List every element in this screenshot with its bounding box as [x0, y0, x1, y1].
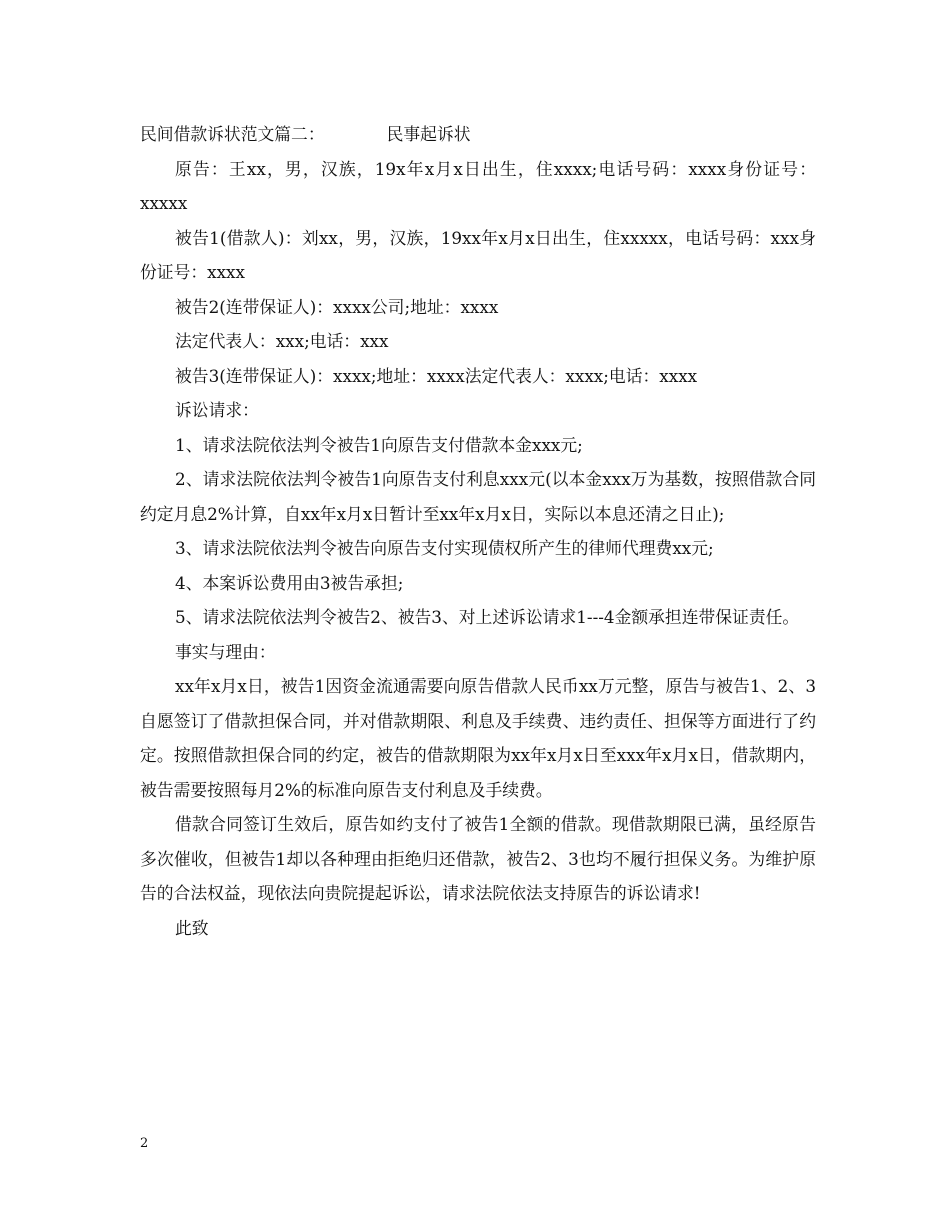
claim-5: 5、请求法院依法判令被告2、被告3、对上述诉讼请求1---4金额承担连带保证责任。: [175, 607, 800, 627]
facts-heading: 事实与理由：: [175, 641, 276, 662]
claim-3: 3、请求法院依法判令被告向原告支付实现债权所产生的律师代理费xx元;: [175, 538, 714, 558]
document-body: [140, 117, 816, 945]
facts-paragraph-2: 借款合同签订生效后，原告如约支付了被告1全额的借款。现借款期限已满，虽经原告多次催收，但被告1却以各种理由拒绝归还借款，被告2、3也均不履行担保义务。为维护原告的合法权益，现依法向贵院提起诉讼，请求法院依法支持原告的诉讼请求!: [140, 814, 816, 903]
plaintiff-paragraph: 原告：王xx，男，汉族，19x年x月x日出生，住xxxx;电话号码：xxxx身份证号：xxxxx: [140, 158, 816, 213]
claim-4: 4、本案诉讼费用由3被告承担;: [175, 572, 404, 593]
heading-right: 民事起诉状: [386, 124, 471, 144]
legal-representative-paragraph: 法定代表人：xxx;电话：xxx: [175, 331, 389, 351]
facts-paragraph-1: xx年x月x日，被告1因资金流通需要向原告借款人民币xx万元整，原告与被告1、2、3自愿签订了借款担保合同，并对借款期限、利息及手续费、违约责任、担保等方面进行了约定。按照借款担保合同的约定，被告的借款期限为xx年x月x日至xxx年x月x日，借款期内，被告需要按照每月2%的标准向原告支付利息及手续费。: [140, 676, 816, 800]
document-heading: [140, 117, 816, 152]
page-number: 2: [140, 1136, 149, 1151]
claim-1: 1、请求法院依法判令被告1向原告支付借款本金xxx元;: [175, 434, 583, 455]
claim-2: 2、请求法院依法判令被告1向原告支付利息xxx元(以本金xxx万为基数，按照借款合同约定月息2%计算，自xx年x月x日暂计至xx年x月x日，实际以本息还清之日止);: [140, 469, 816, 524]
defendant-2-paragraph: 被告2(连带保证人)：xxxx公司;地址：xxxx: [175, 296, 499, 317]
heading-left: 民间借款诉状范文篇二：: [140, 124, 325, 144]
defendant-1-paragraph: 被告1(借款人)：刘xx，男，汉族，19xx年x月x日出生，住xxxxx，电话号码：xxx身份证号：xxxx: [140, 227, 816, 282]
closing-salutation: 此致: [175, 917, 209, 938]
defendant-3-paragraph: 被告3(连带保证人)：xxxx;地址：xxxx法定代表人：xxxx;电话：xxxx: [175, 365, 698, 386]
claims-heading: 诉讼请求：: [175, 400, 259, 420]
